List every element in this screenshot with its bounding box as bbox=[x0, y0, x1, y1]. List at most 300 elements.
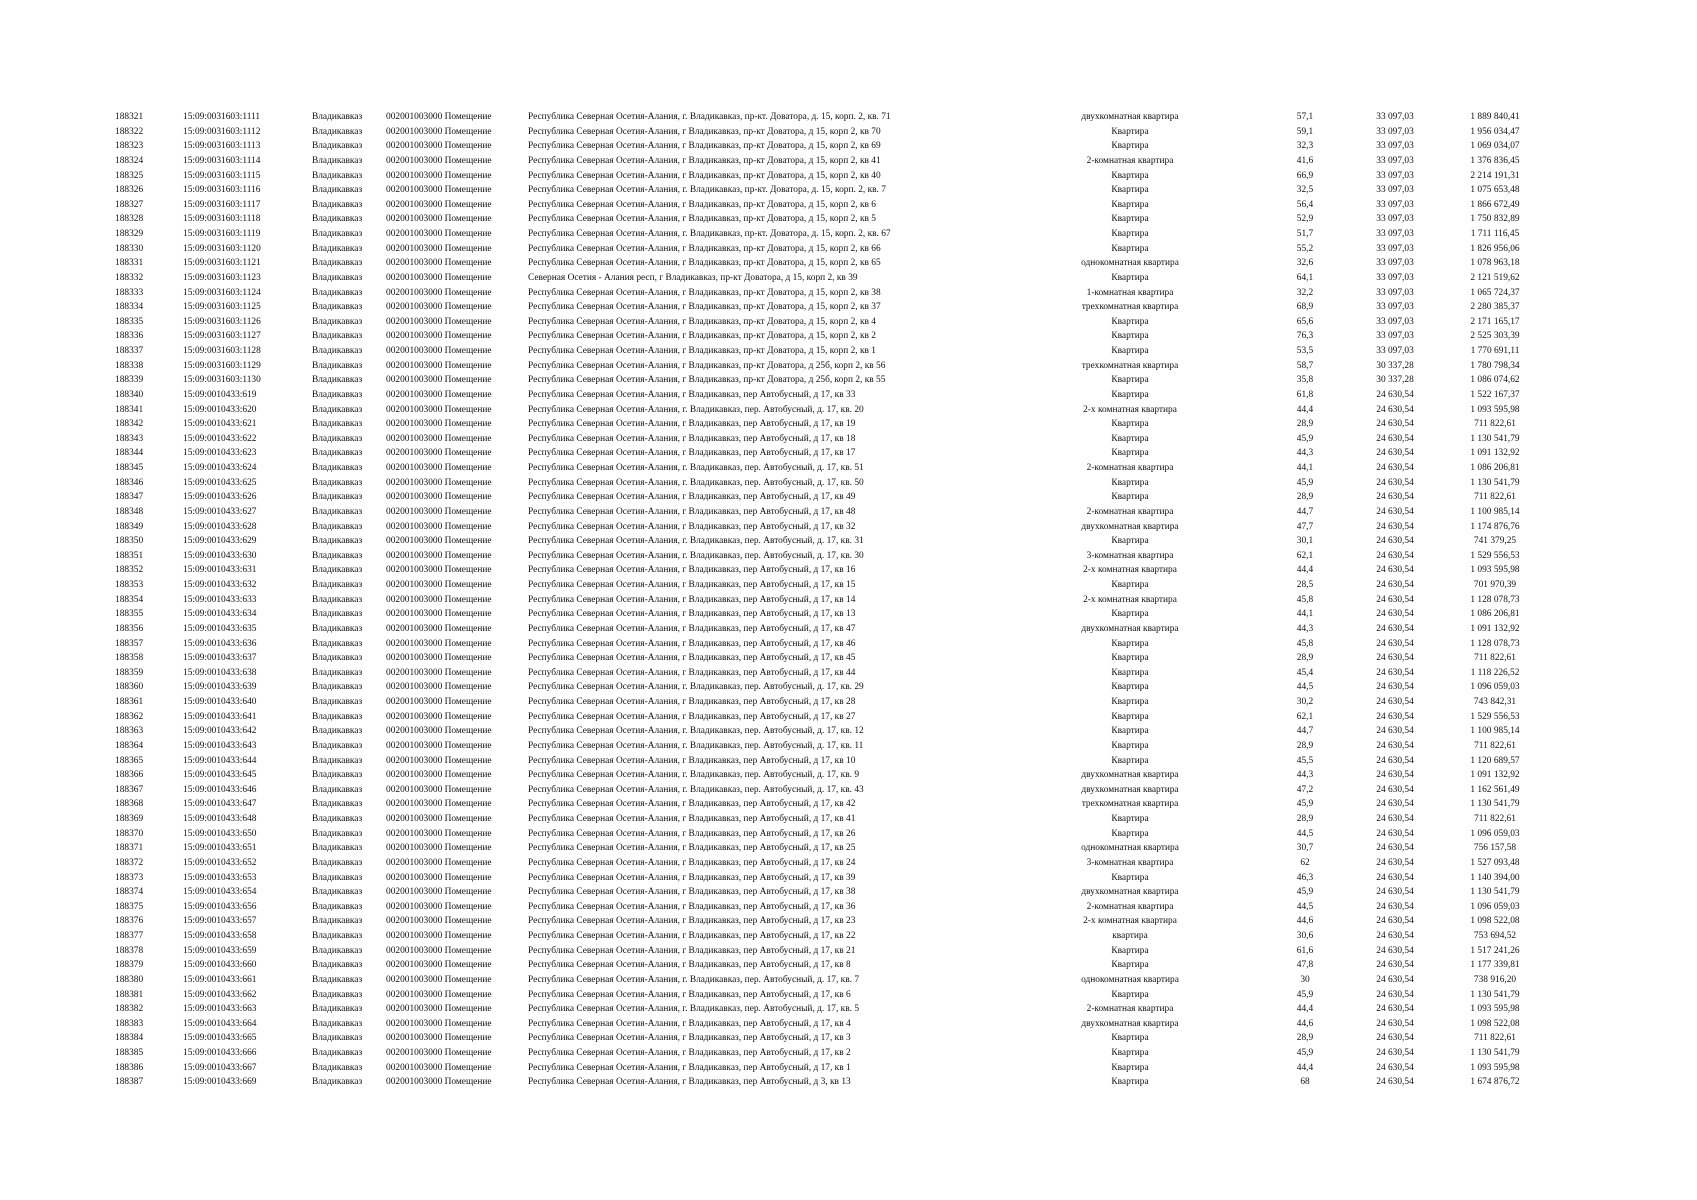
premises-type-cell: Квартира bbox=[1111, 960, 1149, 971]
row-number-cell: 188364 bbox=[115, 740, 144, 751]
premises-type-cell: Квартира bbox=[1111, 214, 1149, 225]
object-kind-cell: 002001003000 Помещение bbox=[386, 565, 492, 576]
cadastral-number-cell: 15:09:0031603:1126 bbox=[183, 316, 261, 327]
premises-type-cell: 2-х комнатная квартира bbox=[1083, 594, 1177, 605]
premises-type-cell: Квартира bbox=[1111, 726, 1149, 737]
table-row bbox=[0, 125, 1697, 140]
row-number-cell: 188357 bbox=[115, 638, 144, 649]
cadastral-value-cell: 1 100 985,14 bbox=[1470, 726, 1520, 737]
specific-value-cell: 33 097,03 bbox=[1376, 272, 1414, 283]
object-kind-cell: 002001003000 Помещение bbox=[386, 726, 492, 737]
cadastral-number-cell: 15:09:0031603:1120 bbox=[183, 243, 261, 254]
table-row bbox=[0, 1075, 1697, 1090]
city-cell: Владикавказ bbox=[312, 1048, 363, 1058]
row-number-cell: 188382 bbox=[115, 1004, 144, 1015]
address-cell: Республика Северная Осетия-Алания, г. Владикавказ, пер. Автобусный, д. 17, кв. 7 bbox=[528, 974, 860, 985]
object-kind-cell: 002001003000 Помещение bbox=[386, 887, 492, 898]
cadastral-value-cell: 1 826 956,06 bbox=[1470, 243, 1520, 254]
table-row bbox=[0, 578, 1697, 593]
city-cell: Владикавказ bbox=[312, 580, 363, 590]
area-cell: 68,9 bbox=[1296, 302, 1314, 313]
object-kind-cell: 002001003000 Помещение bbox=[386, 243, 492, 254]
table-row bbox=[0, 329, 1697, 344]
address-cell: Республика Северная Осетия-Алания, г. Владикавказ, пер. Автобусный, д. 17, кв. 11 bbox=[528, 740, 864, 751]
cadastral-value-cell: 738 916,20 bbox=[1473, 974, 1517, 985]
cadastral-value-cell: 1 093 595,98 bbox=[1470, 1062, 1520, 1073]
cadastral-value-cell: 1 522 167,37 bbox=[1470, 389, 1520, 400]
table-row bbox=[0, 944, 1697, 959]
address-cell: Республика Северная Осетия-Алания, г. Владикавказ, пер. Автобусный, д. 17, кв. 29 bbox=[528, 682, 864, 693]
area-cell: 32,2 bbox=[1296, 287, 1314, 298]
area-cell: 61,6 bbox=[1296, 945, 1314, 956]
address-cell: Республика Северная Осетия-Алания, г Владикавказ, пер Автобусный, д 3, кв 13 bbox=[528, 1077, 851, 1088]
cadastral-value-cell: 2 280 385,37 bbox=[1470, 302, 1520, 313]
object-kind-cell: 002001003000 Помещение bbox=[386, 770, 492, 781]
row-number-cell: 188378 bbox=[115, 945, 144, 956]
cadastral-value-cell: 2 121 519,62 bbox=[1470, 272, 1520, 283]
premises-type-cell: 2-комнатная квартира bbox=[1086, 155, 1174, 166]
city-cell: Владикавказ bbox=[312, 272, 363, 283]
cadastral-number-cell: 15:09:0010433:625 bbox=[183, 477, 257, 488]
cadastral-value-cell: 1 096 059,03 bbox=[1470, 682, 1520, 693]
specific-value-cell: 24 630,54 bbox=[1376, 960, 1414, 971]
table-row bbox=[0, 914, 1697, 929]
area-cell: 30,2 bbox=[1296, 697, 1314, 707]
premises-type-cell: Квартира bbox=[1111, 316, 1149, 327]
city-cell: Владикавказ bbox=[312, 185, 363, 196]
object-kind-cell: 002001003000 Помещение bbox=[386, 755, 492, 766]
premises-type-cell: 2-х комнатная квартира bbox=[1083, 565, 1177, 576]
object-kind-cell: 002001003000 Помещение bbox=[386, 989, 492, 1000]
city-cell: Владикавказ bbox=[312, 112, 363, 122]
table-row bbox=[0, 154, 1697, 169]
row-number-cell: 188323 bbox=[115, 141, 144, 152]
premises-type-cell: двухкомнатная квартира bbox=[1081, 521, 1179, 532]
address-cell: Республика Северная Осетия-Алания, г Владикавказ, пр-кт Доватора, д 15, корп 2, кв 37 bbox=[528, 302, 881, 313]
row-number-cell: 188347 bbox=[115, 492, 144, 503]
table-row bbox=[0, 446, 1697, 461]
specific-value-cell: 33 097,03 bbox=[1376, 185, 1414, 196]
premises-type-cell: трехкомнатная квартира bbox=[1081, 360, 1179, 371]
cadastral-value-cell: 1 069 034,07 bbox=[1470, 141, 1520, 152]
specific-value-cell: 24 630,54 bbox=[1376, 828, 1414, 839]
row-number-cell: 188363 bbox=[115, 726, 144, 737]
address-cell: Республика Северная Осетия-Алания, г Владикавказ, пер Автобусный, д 17, кв 15 bbox=[528, 580, 856, 590]
specific-value-cell: 24 630,54 bbox=[1376, 931, 1414, 941]
city-cell: Владикавказ bbox=[312, 799, 363, 810]
cadastral-number-cell: 15:09:0031603:1129 bbox=[183, 360, 261, 371]
cadastral-number-cell: 15:09:0010433:654 bbox=[183, 887, 257, 898]
premises-type-cell: Квартира bbox=[1111, 682, 1149, 693]
area-cell: 30 bbox=[1300, 974, 1310, 985]
table-row bbox=[0, 593, 1697, 608]
specific-value-cell: 24 630,54 bbox=[1376, 536, 1414, 547]
cadastral-value-cell: 1 098 522,08 bbox=[1470, 916, 1520, 927]
specific-value-cell: 33 097,03 bbox=[1376, 126, 1414, 137]
specific-value-cell: 33 097,03 bbox=[1376, 302, 1414, 313]
cadastral-number-cell: 15:09:0031603:1125 bbox=[183, 302, 261, 313]
premises-type-cell: Квартира bbox=[1111, 448, 1149, 459]
premises-type-cell: двухкомнатная квартира bbox=[1081, 1018, 1179, 1029]
object-kind-cell: 002001003000 Помещение bbox=[386, 638, 492, 649]
city-cell: Владикавказ bbox=[312, 960, 363, 971]
object-kind-cell: 002001003000 Помещение bbox=[386, 492, 492, 503]
object-kind-cell: 002001003000 Помещение bbox=[386, 609, 492, 620]
address-cell: Республика Северная Осетия-Алания, г Владикавказ, пер Автобусный, д 17, кв 46 bbox=[528, 638, 856, 649]
specific-value-cell: 33 097,03 bbox=[1376, 346, 1414, 356]
cadastral-number-cell: 15:09:0010433:664 bbox=[183, 1018, 257, 1029]
cadastral-value-cell: 1 091 132,92 bbox=[1470, 623, 1520, 634]
specific-value-cell: 24 630,54 bbox=[1376, 609, 1414, 620]
object-kind-cell: 002001003000 Помещение bbox=[386, 594, 492, 605]
premises-type-cell: Квартира bbox=[1111, 667, 1149, 678]
cadastral-number-cell: 15:09:0010433:623 bbox=[183, 448, 257, 459]
premises-type-cell: двухкомнатная квартира bbox=[1081, 623, 1179, 634]
address-cell: Республика Северная Осетия-Алания, г Владикавказ, пер Автобусный, д 17, кв 14 bbox=[528, 594, 856, 605]
cadastral-number-cell: 15:09:0031603:1114 bbox=[183, 155, 261, 166]
premises-type-cell: Квартира bbox=[1111, 170, 1149, 181]
address-cell: Республика Северная Осетия-Алания, г Владикавказ, пер Автобусный, д 17, кв 26 bbox=[528, 828, 856, 839]
address-cell: Республика Северная Осетия-Алания, г Владикавказ, пер Автобусный, д 17, кв 3 bbox=[528, 1033, 851, 1044]
address-cell: Северная Осетия - Алания респ, г Владикавказ, пр-кт Доватора, д 15, корп 2, кв 39 bbox=[528, 272, 858, 283]
address-cell: Республика Северная Осетия-Алания, г Владикавказ, пер Автобусный, д 17, кв 13 bbox=[528, 609, 856, 620]
premises-type-cell: 2-комнатная квартира bbox=[1086, 1004, 1174, 1015]
area-cell: 45,9 bbox=[1296, 799, 1314, 810]
cadastral-number-cell: 15:09:0010433:656 bbox=[183, 901, 257, 912]
city-cell: Владикавказ bbox=[312, 170, 363, 181]
cadastral-number-cell: 15:09:0010433:661 bbox=[183, 974, 257, 985]
specific-value-cell: 24 630,54 bbox=[1376, 433, 1414, 444]
premises-type-cell: Квартира bbox=[1111, 375, 1149, 386]
cadastral-number-cell: 15:09:0010433:641 bbox=[183, 711, 257, 722]
address-cell: Республика Северная Осетия-Алания, г Владикавказ, пер Автобусный, д 17, кв 32 bbox=[528, 521, 856, 532]
row-number-cell: 188343 bbox=[115, 433, 144, 444]
address-cell: Республика Северная Осетия-Алания, г Владикавказ, пер Автобусный, д 17, кв 23 bbox=[528, 916, 856, 927]
table-row bbox=[0, 344, 1697, 359]
specific-value-cell: 24 630,54 bbox=[1376, 1018, 1414, 1029]
row-number-cell: 188334 bbox=[115, 302, 144, 313]
area-cell: 28,9 bbox=[1296, 740, 1314, 751]
area-cell: 45,9 bbox=[1296, 1048, 1314, 1058]
object-kind-cell: 002001003000 Помещение bbox=[386, 170, 492, 181]
premises-type-cell: 2-комнатная квартира bbox=[1086, 506, 1174, 517]
area-cell: 44,3 bbox=[1296, 770, 1314, 781]
premises-type-cell: Квартира bbox=[1111, 755, 1149, 766]
city-cell: Владикавказ bbox=[312, 1018, 363, 1029]
cadastral-value-cell: 701 970,39 bbox=[1473, 580, 1517, 590]
cadastral-value-cell: 1 096 059,03 bbox=[1470, 828, 1520, 839]
row-number-cell: 188329 bbox=[115, 229, 144, 239]
specific-value-cell: 24 630,54 bbox=[1376, 682, 1414, 693]
cadastral-number-cell: 15:09:0010433:644 bbox=[183, 755, 257, 766]
specific-value-cell: 30 337,28 bbox=[1376, 360, 1414, 371]
cadastral-number-cell: 15:09:0010433:631 bbox=[183, 565, 257, 576]
row-number-cell: 188366 bbox=[115, 770, 144, 781]
city-cell: Владикавказ bbox=[312, 1062, 363, 1073]
cadastral-number-cell: 15:09:0010433:647 bbox=[183, 799, 257, 810]
cadastral-value-cell: 711 822,61 bbox=[1474, 653, 1516, 664]
address-cell: Республика Северная Осетия-Алания, г Владикавказ, пр-кт Доватора, д 15, корп 2, кв 70 bbox=[528, 126, 881, 137]
premises-type-cell: двухкомнатная квартира bbox=[1081, 112, 1179, 122]
object-kind-cell: 002001003000 Помещение bbox=[386, 214, 492, 225]
area-cell: 45,4 bbox=[1296, 667, 1314, 678]
object-kind-cell: 002001003000 Помещение bbox=[386, 506, 492, 517]
cadastral-value-cell: 1 128 078,73 bbox=[1470, 638, 1520, 649]
area-cell: 47,8 bbox=[1296, 960, 1314, 971]
cadastral-number-cell: 15:09:0010433:663 bbox=[183, 1004, 257, 1015]
object-kind-cell: 002001003000 Помещение bbox=[386, 185, 492, 196]
premises-type-cell: двухкомнатная квартира bbox=[1081, 784, 1179, 795]
object-kind-cell: 002001003000 Помещение bbox=[386, 653, 492, 664]
city-cell: Владикавказ bbox=[312, 667, 363, 678]
address-cell: Республика Северная Осетия-Алания, г Владикавказ, пр-кт Доватора, д 15, корп 2, кв 2 bbox=[528, 331, 876, 342]
premises-type-cell: 2-комнатная квартира bbox=[1086, 901, 1174, 912]
cadastral-value-cell: 711 822,61 bbox=[1474, 419, 1516, 430]
area-cell: 45,9 bbox=[1296, 989, 1314, 1000]
object-kind-cell: 002001003000 Помещение bbox=[386, 711, 492, 722]
address-cell: Республика Северная Осетия-Алания, г Владикавказ, пер Автобусный, д 17, кв 39 bbox=[528, 872, 856, 883]
cadastral-number-cell: 15:09:0031603:1121 bbox=[183, 258, 261, 269]
object-kind-cell: 002001003000 Помещение bbox=[386, 404, 492, 415]
cadastral-value-cell: 1 866 672,49 bbox=[1470, 199, 1520, 210]
specific-value-cell: 24 630,54 bbox=[1376, 404, 1414, 415]
object-kind-cell: 002001003000 Помещение bbox=[386, 784, 492, 795]
cadastral-value-cell: 1 177 339,81 bbox=[1470, 960, 1520, 971]
table-row bbox=[0, 549, 1697, 564]
specific-value-cell: 24 630,54 bbox=[1376, 872, 1414, 883]
cadastral-number-cell: 15:09:0010433:666 bbox=[183, 1048, 257, 1058]
row-number-cell: 188377 bbox=[115, 931, 144, 941]
object-kind-cell: 002001003000 Помещение bbox=[386, 1033, 492, 1044]
row-number-cell: 188332 bbox=[115, 272, 144, 283]
cadastral-number-cell: 15:09:0010433:659 bbox=[183, 945, 257, 956]
row-number-cell: 188336 bbox=[115, 331, 144, 342]
premises-type-cell: Квартира bbox=[1111, 477, 1149, 488]
object-kind-cell: 002001003000 Помещение bbox=[386, 389, 492, 400]
row-number-cell: 188362 bbox=[115, 711, 144, 722]
specific-value-cell: 24 630,54 bbox=[1376, 550, 1414, 561]
table-row bbox=[0, 754, 1697, 769]
cadastral-number-cell: 15:09:0010433:665 bbox=[183, 1033, 257, 1044]
row-number-cell: 188337 bbox=[115, 346, 144, 356]
cadastral-number-cell: 15:09:0010433:646 bbox=[183, 784, 257, 795]
table-row bbox=[0, 505, 1697, 520]
object-kind-cell: 002001003000 Помещение bbox=[386, 550, 492, 561]
area-cell: 45,9 bbox=[1296, 433, 1314, 444]
specific-value-cell: 24 630,54 bbox=[1376, 565, 1414, 576]
area-cell: 32,3 bbox=[1296, 141, 1314, 152]
city-cell: Владикавказ bbox=[312, 404, 363, 415]
area-cell: 44,4 bbox=[1296, 565, 1314, 576]
cadastral-number-cell: 15:09:0010433:648 bbox=[183, 814, 257, 824]
object-kind-cell: 002001003000 Помещение bbox=[386, 316, 492, 327]
row-number-cell: 188346 bbox=[115, 477, 144, 488]
specific-value-cell: 24 630,54 bbox=[1376, 1077, 1414, 1088]
cadastral-value-cell: 2 171 165,17 bbox=[1470, 316, 1520, 327]
object-kind-cell: 002001003000 Помещение bbox=[386, 258, 492, 269]
table-row bbox=[0, 739, 1697, 754]
table-row bbox=[0, 1017, 1697, 1032]
row-number-cell: 188387 bbox=[115, 1077, 144, 1088]
object-kind-cell: 002001003000 Помещение bbox=[386, 331, 492, 342]
object-kind-cell: 002001003000 Помещение bbox=[386, 1004, 492, 1015]
object-kind-cell: 002001003000 Помещение bbox=[386, 141, 492, 152]
table-row bbox=[0, 242, 1697, 257]
area-cell: 44,3 bbox=[1296, 448, 1314, 459]
address-cell: Республика Северная Осетия-Алания, г. Владикавказ, пер. Автобусный, д. 17, кв. 51 bbox=[528, 463, 864, 473]
cadastral-number-cell: 15:09:0010433:653 bbox=[183, 872, 257, 883]
table-row bbox=[0, 359, 1697, 374]
row-number-cell: 188386 bbox=[115, 1062, 144, 1073]
table-row bbox=[0, 724, 1697, 739]
city-cell: Владикавказ bbox=[312, 931, 363, 941]
specific-value-cell: 33 097,03 bbox=[1376, 170, 1414, 181]
address-cell: Республика Северная Осетия-Алания, г. Владикавказ, пр-кт. Доватора, д. 15, корп. 2, кв. 67 bbox=[528, 229, 891, 239]
area-cell: 45,8 bbox=[1296, 594, 1314, 605]
premises-type-cell: Квартира bbox=[1111, 433, 1149, 444]
table-row bbox=[0, 710, 1697, 725]
cadastral-value-cell: 753 694,52 bbox=[1473, 931, 1517, 941]
area-cell: 62,1 bbox=[1296, 550, 1314, 561]
cadastral-value-cell: 743 842,31 bbox=[1473, 697, 1517, 707]
cadastral-number-cell: 15:09:0010433:638 bbox=[183, 667, 257, 678]
cadastral-value-cell: 1 956 034,47 bbox=[1470, 126, 1520, 137]
address-cell: Республика Северная Осетия-Алания, г Владикавказ, пер Автобусный, д 17, кв 36 bbox=[528, 901, 856, 912]
row-number-cell: 188325 bbox=[115, 170, 144, 181]
cadastral-number-cell: 15:09:0010433:650 bbox=[183, 828, 257, 839]
specific-value-cell: 33 097,03 bbox=[1376, 199, 1414, 210]
city-cell: Владикавказ bbox=[312, 463, 363, 473]
address-cell: Республика Северная Осетия-Алания, г Владикавказ, пер Автобусный, д 17, кв 47 bbox=[528, 623, 856, 634]
table-row bbox=[0, 388, 1697, 403]
object-kind-cell: 002001003000 Помещение bbox=[386, 1018, 492, 1029]
table-row bbox=[0, 827, 1697, 842]
table-row bbox=[0, 198, 1697, 213]
row-number-cell: 188360 bbox=[115, 682, 144, 693]
area-cell: 44,7 bbox=[1296, 726, 1314, 737]
row-number-cell: 188365 bbox=[115, 755, 144, 766]
address-cell: Республика Северная Осетия-Алания, г. Владикавказ, пр-кт. Доватора, д. 15, корп. 2, кв. 71 bbox=[528, 112, 891, 122]
area-cell: 68 bbox=[1300, 1077, 1310, 1088]
premises-type-cell: Квартира bbox=[1111, 638, 1149, 649]
cadastral-value-cell: 1 120 689,57 bbox=[1470, 755, 1520, 766]
cadastral-number-cell: 15:09:0031603:1118 bbox=[183, 214, 261, 225]
table-row bbox=[0, 988, 1697, 1003]
row-number-cell: 188353 bbox=[115, 580, 144, 590]
city-cell: Владикавказ bbox=[312, 360, 363, 371]
object-kind-cell: 002001003000 Помещение bbox=[386, 960, 492, 971]
cadastral-number-cell: 15:09:0010433:660 bbox=[183, 960, 257, 971]
city-cell: Владикавказ bbox=[312, 419, 363, 430]
row-number-cell: 188355 bbox=[115, 609, 144, 620]
row-number-cell: 188367 bbox=[115, 784, 144, 795]
city-cell: Владикавказ bbox=[312, 302, 363, 313]
cadastral-value-table bbox=[0, 110, 1697, 1090]
row-number-cell: 188368 bbox=[115, 799, 144, 810]
premises-type-cell: Квартира bbox=[1111, 331, 1149, 342]
address-cell: Республика Северная Осетия-Алания, г Владикавказ, пер Автобусный, д 17, кв 17 bbox=[528, 448, 856, 459]
object-kind-cell: 002001003000 Помещение bbox=[386, 302, 492, 313]
cadastral-number-cell: 15:09:0010433:669 bbox=[183, 1077, 257, 1088]
city-cell: Владикавказ bbox=[312, 697, 363, 707]
premises-type-cell: Квартира bbox=[1111, 828, 1149, 839]
object-kind-cell: 002001003000 Помещение bbox=[386, 843, 492, 854]
object-kind-cell: 002001003000 Помещение bbox=[386, 1062, 492, 1073]
table-row bbox=[0, 520, 1697, 535]
row-number-cell: 188322 bbox=[115, 126, 144, 137]
cadastral-value-cell: 1 674 876,72 bbox=[1470, 1077, 1520, 1088]
cadastral-number-cell: 15:09:0010433:645 bbox=[183, 770, 257, 781]
premises-type-cell: двухкомнатная квартира bbox=[1081, 770, 1179, 781]
specific-value-cell: 24 630,54 bbox=[1376, 667, 1414, 678]
area-cell: 55,2 bbox=[1296, 243, 1314, 254]
cadastral-number-cell: 15:09:0031603:1119 bbox=[183, 229, 261, 239]
specific-value-cell: 24 630,54 bbox=[1376, 1033, 1414, 1044]
specific-value-cell: 24 630,54 bbox=[1376, 916, 1414, 927]
cadastral-value-cell: 1 517 241,26 bbox=[1470, 945, 1520, 956]
row-number-cell: 188348 bbox=[115, 506, 144, 517]
address-cell: Республика Северная Осетия-Алания, г Владикавказ, пер Автобусный, д 17, кв 28 bbox=[528, 697, 856, 707]
premises-type-cell: Квартира bbox=[1111, 711, 1149, 722]
premises-type-cell: 2-х комнатная квартира bbox=[1083, 916, 1177, 927]
object-kind-cell: 002001003000 Помещение bbox=[386, 872, 492, 883]
specific-value-cell: 24 630,54 bbox=[1376, 697, 1414, 707]
address-cell: Республика Северная Осетия-Алания, г. Владикавказ, пер. Автобусный, д. 17, кв. 20 bbox=[528, 404, 864, 415]
specific-value-cell: 33 097,03 bbox=[1376, 287, 1414, 298]
premises-type-cell: однокомнатная квартира bbox=[1081, 974, 1179, 985]
premises-type-cell: 1-комнатная квартира bbox=[1086, 287, 1174, 298]
city-cell: Владикавказ bbox=[312, 609, 363, 620]
row-number-cell: 188352 bbox=[115, 565, 144, 576]
cadastral-number-cell: 15:09:0010433:621 bbox=[183, 419, 257, 430]
address-cell: Республика Северная Осетия-Алания, г Владикавказ, пр-кт Доватора, д 25б, корп 2, кв 55 bbox=[528, 375, 886, 386]
object-kind-cell: 002001003000 Помещение bbox=[386, 126, 492, 137]
cadastral-value-cell: 1 086 206,81 bbox=[1470, 609, 1520, 620]
table-row bbox=[0, 885, 1697, 900]
row-number-cell: 188374 bbox=[115, 887, 144, 898]
table-row bbox=[0, 812, 1697, 827]
cadastral-number-cell: 15:09:0010433:636 bbox=[183, 638, 257, 649]
premises-type-cell: Квартира bbox=[1111, 229, 1149, 239]
address-cell: Республика Северная Осетия-Алания, г Владикавказ, пер Автобусный, д 17, кв 24 bbox=[528, 857, 856, 868]
address-cell: Республика Северная Осетия-Алания, г. Владикавказ, пер. Автобусный, д. 17, кв. 30 bbox=[528, 550, 864, 561]
cadastral-value-cell: 1 780 798,34 bbox=[1470, 360, 1520, 371]
address-cell: Республика Северная Осетия-Алания, г Владикавказ, пр-кт Доватора, д 15, корп 2, кв 41 bbox=[528, 155, 881, 166]
cadastral-number-cell: 15:09:0010433:642 bbox=[183, 726, 257, 737]
object-kind-cell: 002001003000 Помещение bbox=[386, 433, 492, 444]
cadastral-number-cell: 15:09:0010433:624 bbox=[183, 463, 257, 473]
city-cell: Владикавказ bbox=[312, 565, 363, 576]
specific-value-cell: 24 630,54 bbox=[1376, 492, 1414, 503]
object-kind-cell: 002001003000 Помещение bbox=[386, 521, 492, 532]
cadastral-number-cell: 15:09:0010433:635 bbox=[183, 623, 257, 634]
cadastral-number-cell: 15:09:0010433:643 bbox=[183, 740, 257, 751]
cadastral-value-cell: 741 379,25 bbox=[1473, 536, 1517, 547]
address-cell: Республика Северная Осетия-Алания, г Владикавказ, пер Автобусный, д 17, кв 22 bbox=[528, 931, 856, 941]
row-number-cell: 188321 bbox=[115, 112, 144, 122]
cadastral-value-cell: 1 140 394,00 bbox=[1470, 872, 1520, 883]
area-cell: 57,1 bbox=[1296, 112, 1314, 122]
address-cell: Республика Северная Осетия-Алания, г Владикавказ, пер Автобусный, д 17, кв 33 bbox=[528, 389, 856, 400]
premises-type-cell: 3-комнатная квартира bbox=[1086, 857, 1174, 868]
object-kind-cell: 002001003000 Помещение bbox=[386, 931, 492, 941]
premises-type-cell: трехкомнатная квартира bbox=[1081, 799, 1179, 810]
table-row bbox=[0, 476, 1697, 491]
table-row bbox=[0, 256, 1697, 271]
cadastral-value-cell: 1 889 840,41 bbox=[1470, 112, 1520, 122]
table-row bbox=[0, 300, 1697, 315]
row-number-cell: 188370 bbox=[115, 828, 144, 839]
